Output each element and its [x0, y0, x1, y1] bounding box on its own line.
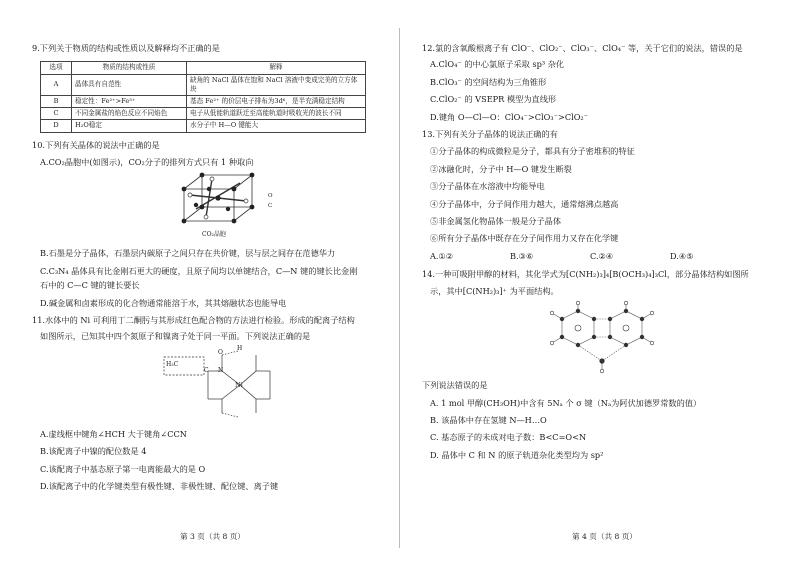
ni-complex-drawing — [160, 343, 290, 423]
q10-stem: 10.下列有关晶体的说法中正确的是 — [32, 139, 160, 150]
q12-stem: 12.氯的含氧酸根离子有 ClO⁻、ClO₂⁻、ClO₃⁻、ClO₄⁻ 等，关于它们的说法，错误的是 — [422, 43, 743, 53]
q14-stem-3: 下列说法错误的是 — [422, 380, 488, 391]
q9-row-explanation: 缺角的 NaCl 晶体在饱和 NaCl 溶液中变成完美的立方体块 — [187, 74, 366, 95]
co2-unit-cell-figure — [32, 173, 378, 237]
ni-fig-ni-atom: Ni — [235, 380, 243, 389]
q9-header-option: 选项 — [41, 62, 72, 74]
q12-option-b: B.ClO₃⁻ 的空间结构为三角锥形 — [430, 76, 547, 87]
q10-option-b: B.石墨是分子晶体，石墨层内碳原子之间只存在共价键，层与层之间存在范德华力 — [40, 248, 336, 259]
q13-statement-5: ⑤非金属氢化物晶体一般是分子晶体 — [430, 216, 562, 227]
q14-option-b: B. 该晶体中存在氢键 N—H…O — [430, 414, 547, 425]
q9-row-property: H₂O稳定 — [72, 120, 187, 132]
q11-option-a: A.虚线框中键角∠HCH 大于键角∠CCN — [40, 428, 187, 439]
q13-statement-4: ④分子晶体中，分子间作用力越大，通常熔沸点越高 — [430, 198, 619, 209]
q9-row-option: D — [41, 120, 72, 132]
co2-cell-drawing — [172, 169, 282, 233]
table-row — [41, 74, 366, 95]
q9-header-property: 物质的结构或性质 — [72, 62, 187, 74]
q10-option-a: A.CO₂晶胞中(如图示)，CO₂分子的排列方式只有 1 种取向 — [40, 157, 254, 168]
ni-fig-methyl: H₃C — [166, 360, 179, 368]
ni-fig-o-atom: O — [218, 348, 223, 356]
q14-option-c: C. 基态原子的未成对电子数：B<C=O<N — [430, 432, 587, 443]
co2-legend-oxygen: O — [268, 193, 273, 200]
q9-stem: 9.下列关于物质的结构或性质以及解释均不正确的是 — [32, 43, 220, 53]
crystal-structure-figure — [422, 297, 770, 379]
q9-row-property: 稳定性：Fe²⁺>Fe³⁺ — [72, 96, 187, 108]
ni-complex-figure — [32, 343, 378, 423]
q11-stem-2: 如图所示，已知其中四个氮原子和镍离子处于同一平面。下列说法正确的是 — [40, 331, 311, 342]
q11-option-b: B.该配离子中镍的配位数是 4 — [40, 446, 147, 457]
q13-option-d: D.④⑤ — [670, 250, 694, 261]
table-row — [41, 96, 366, 108]
q9-row-option: B — [41, 96, 72, 108]
page-4 — [400, 0, 800, 566]
table-row — [41, 120, 366, 132]
q13-statement-3: ③分子晶体在水溶液中均能导电 — [430, 181, 545, 192]
co2-cell-caption: CO₂晶胞 — [202, 231, 226, 239]
q9-table — [40, 61, 366, 132]
page-4-footer: 第 4 页（共 8 页） — [572, 532, 637, 541]
ni-fig-c-atom: C — [204, 366, 209, 374]
q9-table-header — [41, 62, 366, 74]
q9-header-explanation: 解释 — [187, 62, 366, 74]
q12-option-c: C.ClO₂⁻ 的 VSEPR 模型为直线形 — [430, 94, 557, 105]
q14-stem-2: 示，其中[C(NH₂)₃]⁺ 为平面结构。 — [430, 285, 559, 296]
q10-option-c-cont: 石中的 C—C 键的键长要长 — [40, 280, 140, 291]
q11-stem-1: 11.水体中的 Ni 可利用丁二酮肟与其形成红色配合物的方法进行检验。形成的配离子结构 — [32, 315, 355, 326]
q13-option-b: B.③⑥ — [510, 250, 534, 261]
q9-row-explanation: 电子从低能轨道跃迁至高能轨道时吸收光的波长不同 — [187, 108, 366, 120]
q9-row-property: 不同金属盐的焰色反应不同焰色 — [72, 108, 187, 120]
q13-options — [430, 250, 770, 262]
q13-option-a: A.①② — [430, 250, 454, 261]
q9-row-option: C — [41, 108, 72, 120]
table-row — [41, 108, 366, 120]
q12-option-d: D.键角 O—Cl—O：ClO₄⁻>ClO₃⁻>ClO₂⁻ — [430, 111, 589, 122]
q14-option-d: D. 晶体中 C 和 N 的原子轨道杂化类型均为 sp² — [430, 449, 604, 460]
q9-row-option: A — [41, 74, 72, 95]
q13-statement-2: ②冰融化时，分子中 H—O 键发生断裂 — [430, 163, 572, 174]
q13-stem: 13.下列有关分子晶体的说法正确的有 — [422, 129, 558, 140]
ni-fig-n-atom: N — [218, 366, 224, 374]
ni-fig-h-atom: H — [237, 344, 243, 352]
q9-row-explanation: 水分子中 H—O 键能大 — [187, 120, 366, 132]
q11-option-d: D.该配离子中的化学键类型有极性键、非极性键、配位键、离子键 — [40, 481, 279, 492]
q13-statement-1: ①分子晶体的构成微粒是分子，都具有分子密堆积的特征 — [430, 146, 635, 157]
q10-option-d: D.碱金属和卤素形成的化合物通常能溶于水，其其熔融状态也能导电 — [40, 297, 287, 308]
page-3-footer: 第 3 页（共 8 页） — [180, 532, 245, 541]
q13-option-c: C.②④ — [590, 250, 614, 261]
crystal-structure-drawing — [542, 299, 662, 377]
q12-option-a: A.ClO₄⁻ 的中心氯原子采取 sp³ 杂化 — [430, 59, 565, 70]
co2-legend-carbon: C — [268, 203, 273, 210]
q11-option-c: C.该配离子中基态原子第一电离能最大的是 O — [40, 463, 206, 474]
q10-option-c: C.C₃N₄ 晶体具有比金刚石更大的硬度，且原子间均以单键结合，C—N 键的键长比金刚 — [40, 265, 358, 276]
q14-stem-1: 14.一种可吸附甲醇的材料，其化学式为[C(NH₂)₃]₄[B(OCH₃)₄]₃Cl，部分晶体结构如图所 — [422, 269, 749, 280]
q14-option-a: A. 1 mol 甲醇(CH₃OH)中含有 5Nₐ 个 σ 键（Nₐ为阿伏加德罗常数的值） — [430, 397, 702, 408]
q9-row-explanation: 基态 Fe²⁺ 的价层电子排布为3d⁶，是半充满稳定结构 — [187, 96, 366, 108]
q9-row-property: 晶体具有自范性 — [72, 74, 187, 95]
q13-statement-6: ⑥所有分子晶体中既存在分子间作用力又存在化学键 — [430, 233, 619, 244]
